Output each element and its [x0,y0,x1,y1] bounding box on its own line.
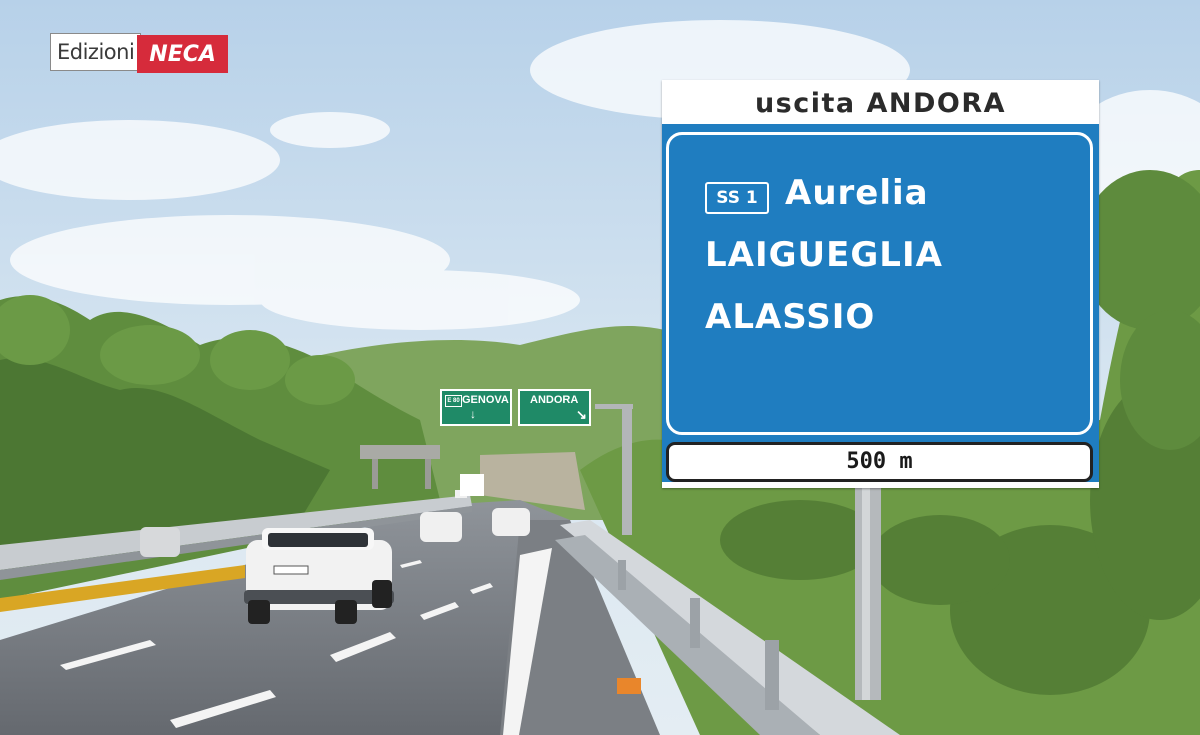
exit-sign-body [662,124,1099,482]
exit-distance: 500 m [666,442,1093,482]
gantry-sign-andora-label: ANDORA [530,394,579,406]
arrow-down-right-icon: ↘ [576,407,587,422]
logo-text-edizioni: Edizioni [50,33,141,71]
exit-sign-header: uscita ANDORA [754,88,1007,119]
gantry-sign-andora [518,389,591,426]
gantry-sign-genova-label: GENOVA [462,394,509,406]
exit-sign [662,80,1099,488]
arrow-down-icon: ↓ [470,407,476,421]
white-suv [244,528,394,624]
logo-text-neca: NECA [137,35,228,73]
destination-laigueglia: LAIGUEGLIA [705,235,943,275]
road-number-badge: SS 1 [705,182,769,214]
destination-aurelia: Aurelia [785,173,929,213]
gantry-sign-road-badge: E 80 [445,395,462,407]
overpass [360,445,440,459]
gantry-post [622,405,632,535]
publisher-logo [50,33,228,73]
gantry-sign-genova [440,389,512,426]
exit-sign-panel [666,132,1093,435]
destination-alassio: ALASSIO [705,297,876,337]
